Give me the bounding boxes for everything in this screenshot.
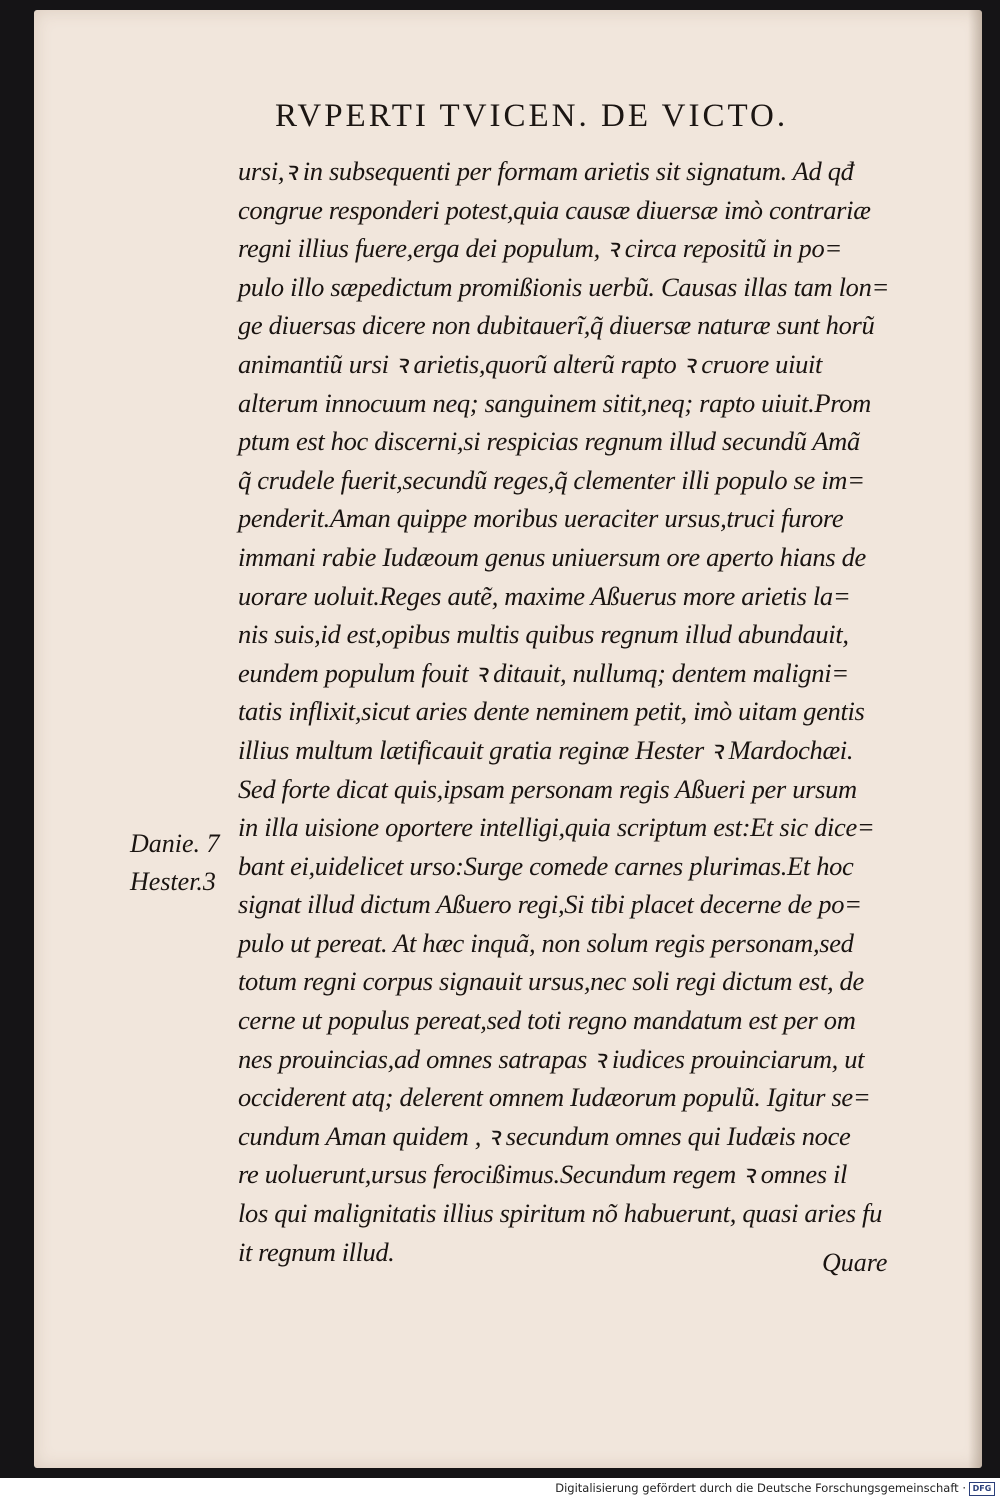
text-line: re uoluerunt,ursus ferocißimus.Secundum regem ꝛ omnes il (238, 1159, 848, 1190)
text-line: penderit.Aman quippe moribus ueraciter ursus,truci furore (238, 503, 844, 534)
margin-note-hester: Hester.3 (130, 867, 216, 896)
text-line: congrue responderi potest,quia causæ diuersæ imò contrariæ (238, 194, 871, 225)
text-line: it regnum illud. (238, 1236, 395, 1267)
text-line: animantiũ ursi ꝛ arietis,quorũ alterũ rapto ꝛ cruore uiuit (238, 348, 823, 379)
text-line: cundum Aman quidem , ꝛ secundum omnes qui Iudæis noce (238, 1120, 851, 1151)
text-line: Sed forte dicat quis,ipsam personam regis Aßueri per ursum (238, 773, 857, 804)
text-line: tatis inflixit,sicut aries dente neminem petit, imò uitam gentis (238, 696, 865, 727)
text-line: cerne ut populus pereat,sed toti regno mandatum est per om (238, 1005, 856, 1036)
text-line: nes prouincias,ad omnes satrapas ꝛ iudices prouinciarum, ut (238, 1043, 865, 1074)
text-line: alterum innocuum neq; sanguinem sitit,neq; rapto uiuit.Prom (238, 387, 871, 418)
text-line: bant ei,uidelicet urso:Surge comede carnes plurimas.Et hoc (238, 850, 854, 881)
text-line: ursi,ꝛ in subsequenti per formam arietis sit signatum. Ad qđ (238, 156, 854, 186)
text-line: totum regni corpus signauit ursus,nec soli regi dictum est, de (238, 966, 864, 997)
text-line: nis suis,id est,opibus multis quibus regnum illud abundauit, (238, 619, 849, 650)
text-line: ptum est hoc discerni,si respicias regnum illud secundũ Amã (238, 426, 860, 457)
digitization-footer (0, 1478, 1000, 1501)
text-line: illius multum lætificauit gratia reginæ Hester ꝛ Mardochæi. (238, 734, 854, 765)
running-head: RVPERTI TVICEN. DE VICTO. (275, 98, 789, 134)
text-line: regni illius fuere,erga dei populum, ꝛ circa repositũ in po= (238, 233, 842, 264)
text-line: pulo ut pereat. At hæc inquã, non solum regis personam,sed (238, 927, 854, 958)
dfg-logo: DFG (969, 1482, 995, 1496)
text-line: ge diuersas dicere non dubitauerĩ,q̃ diuersæ naturæ sunt horũ (238, 310, 875, 341)
text-line: pulo illo sæpedictum promißionis uerbũ. Causas illas tam lon= (238, 271, 890, 302)
text-line: eundem populum fouit ꝛ ditauit, nullumq; dentem maligni= (238, 657, 849, 688)
text-line: los qui malignitatis illius spiritum nõ habuerunt, quasi aries fu (238, 1198, 883, 1229)
text-line: q̃ crudele fuerit,secundũ reges,q̃ clementer illi populo se im= (238, 464, 865, 495)
text-line: occiderent atq; delerent omnem Iudæorum populũ. Igitur se= (238, 1082, 871, 1113)
catchword: Quare (822, 1248, 888, 1277)
text-line: signat illud dictum Aßuero regi,Si tibi placet decerne de po= (238, 889, 862, 920)
page-edge-shadow (968, 10, 982, 1468)
body-text (238, 152, 928, 1271)
text-line: in illa uisione oportere intelligi,quia scriptum est:Et sic dice= (238, 812, 875, 843)
margin-note-daniel: Danie. 7 (130, 829, 220, 858)
footer-credit: Digitalisierung gefördert durch die Deutsche Forschungsgemeinschaft · (555, 1481, 966, 1495)
text-line: uorare uoluit.Reges autẽ, maxime Aßuerus more arietis la= (238, 580, 851, 611)
text-line: immani rabie Iudæoum genus uniuersum ore aperto hians de (238, 541, 866, 572)
